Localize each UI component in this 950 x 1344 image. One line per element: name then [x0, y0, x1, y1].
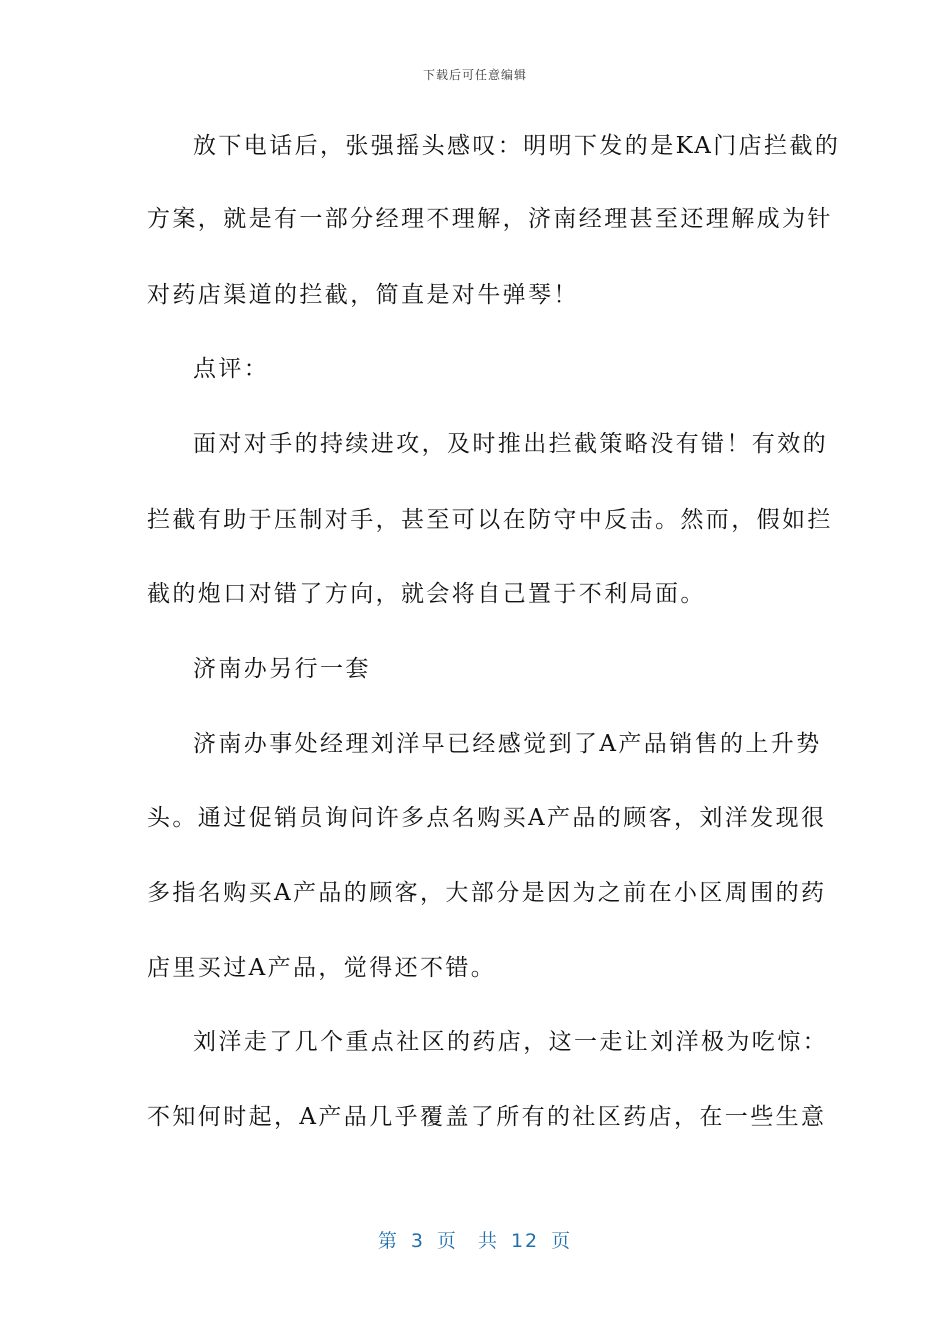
- body-line: 方案，就是有一部分经理不理解，济南经理甚至还理解成为针: [147, 206, 833, 232]
- page-footer: [0, 1226, 950, 1253]
- footer-page-number: 3: [410, 1230, 425, 1252]
- footer-prefix: 第: [377, 1230, 399, 1252]
- body-line: 店里买过A产品，觉得还不错。: [147, 955, 497, 981]
- footer-total-pages: 12: [510, 1230, 540, 1252]
- body-line: 济南办事处经理刘洋早已经感觉到了A产品销售的上升势: [193, 731, 822, 757]
- body-line: 头。通过促销员询问许多点名购买A产品的顾客，刘洋发现很: [147, 805, 827, 831]
- footer-suffix: 页: [551, 1230, 573, 1252]
- body-line: 刘洋走了几个重点社区的药店，这一走让刘洋极为吃惊：: [193, 1029, 828, 1055]
- page-header: 下载后可任意编辑: [422, 68, 527, 82]
- body-line: 对药店渠道的拦截，简直是对牛弹琴！: [147, 282, 579, 308]
- footer-middle: 页 共: [436, 1230, 499, 1252]
- body-line: 不知何时起，A产品几乎覆盖了所有的社区药店，在一些生意: [147, 1104, 827, 1130]
- section-heading: 济南办另行一套: [193, 656, 371, 682]
- body-line: 放下电话后，张强摇头感叹：明明下发的是KA门店拦截的: [193, 133, 841, 159]
- body-line: 截的炮口对错了方向，就会将自己置于不利局面。: [147, 581, 706, 607]
- body-line: 面对对手的持续进攻，及时推出拦截策略没有错！有效的: [193, 431, 828, 457]
- body-line: 拦截有助于压制对手，甚至可以在防守中反击。然而，假如拦: [147, 507, 833, 533]
- body-line: 多指名购买A产品的顾客，大部分是因为之前在小区周围的药: [147, 880, 827, 906]
- body-line: 点评：: [193, 356, 270, 382]
